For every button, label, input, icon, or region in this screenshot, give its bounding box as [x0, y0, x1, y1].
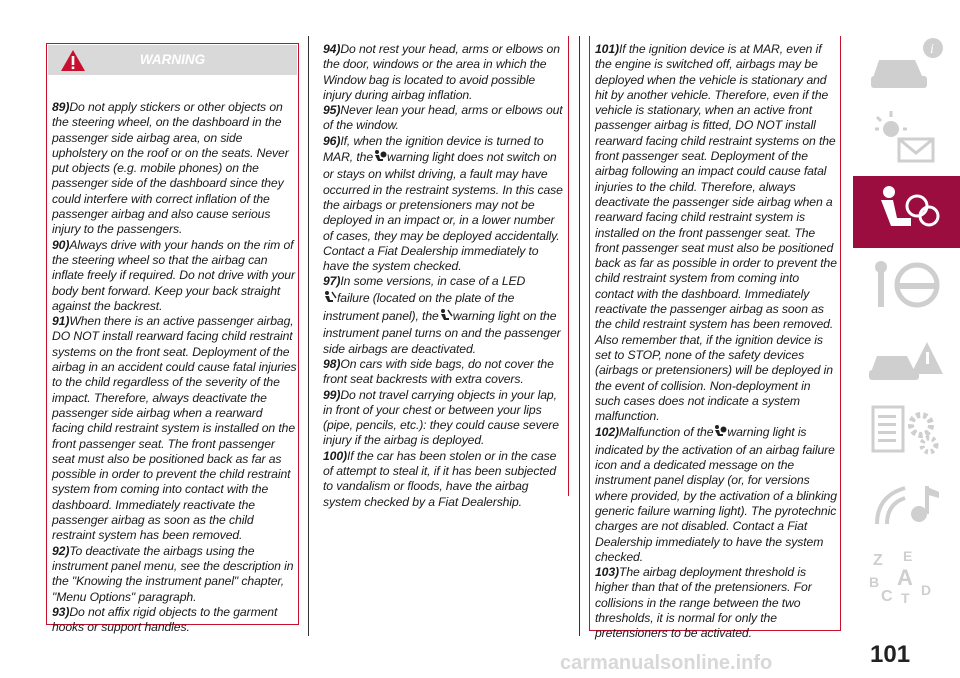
paragraph-96: 96)If, when the ignition device is turned to MAR, the warning light does not switch on or stays on whilst driving, a fault may have occurred in the restraint systems. In this case the airbags or pretensioners may not be deployed in an impact or, in a lower number of cases, they may be deployed accidentally. Contact a Fiat Dealership immediately to have the system checked. [323, 133, 563, 274]
tab-starting-driving[interactable] [853, 249, 960, 321]
multimedia-icon [867, 474, 947, 534]
page-number: 101 [870, 641, 911, 668]
warning-box [46, 43, 299, 635]
seat-airbag-icon [867, 182, 947, 242]
car-breakdown-icon [867, 328, 947, 388]
column-divider-1 [308, 36, 309, 636]
paragraph-103: 103)The airbag deployment threshold is higher than that of the pretensioners. For collisions in the range between the two thresholds, it is normal for only the pretensioners to be activated. [595, 565, 812, 641]
paragraph-89: 89)Do not apply stickers or other objects on the steering wheel, on the dashboard in the passenger side airbag area, on side upholstery on the roof or on the seats. Never put objects (e.g. mobile phones) on the passenger side of the dashboard since they could interfere with correct inflation of the passenger airbag and also cause serious injury to the passengers. [52, 100, 289, 237]
svg-text:i: i [930, 42, 934, 57]
warning-text-middle [323, 42, 565, 510]
passenger-airbag-off-icon-2 [439, 308, 453, 326]
paragraph-99: 99)Do not travel carrying objects in your lap, in front of your chest or between your lips (pipe, pencils, etc.): they could cause severe injury if the airbag is deployed. [323, 387, 559, 448]
airbag-warning-light-icon [373, 149, 387, 167]
svg-text:B: B [869, 574, 880, 590]
svg-text:E: E [903, 548, 913, 564]
paragraph-90: 90)Always drive with your hands on the rim of the steering wheel so that the airbag can inflate freely if required. Do not drive with your body bent forward. Keep your back straight against the backrest. [52, 237, 295, 313]
tab-multimedia[interactable] [853, 468, 960, 540]
paragraph-91: 91)When there is an active passenger airbag, DO NOT install rearward facing child restraint systems on the front seat. Deployment of the airbag in an accident could cause fatal injuries to the child regardless of the severity of the impact. Therefore, always deactivate the passenger side airbag when a rearward facing child restraint system is installed on the front passenger seat. The front passenger seat must also be positioned back as far as possible in order to prevent the child restraint system from coming into contact with the dashboard. Immediately reactivate the passenger airbag as soon as the child restraint system has been removed. [52, 314, 297, 543]
watermark: carmanualsonline.info [560, 652, 773, 674]
paragraph-95: 95)Never lean your head, arms or elbows out of the window. [323, 103, 563, 133]
paragraph-93: 93)Do not affix rigid objects to the garment hooks or support handles. [52, 604, 278, 635]
tab-index[interactable] [853, 541, 960, 613]
key-steering-wheel-icon [867, 255, 947, 315]
tab-knowing-instrument-panel[interactable] [853, 103, 960, 175]
paragraph-94: 94)Do not rest your head, arms or elbows on the door, windows or the area in which the Window bag is located to avoid possible injury during airbag inflation. [323, 42, 560, 102]
tab-knowing-your-car[interactable] [853, 30, 960, 102]
svg-text:C: C [881, 588, 893, 605]
paragraph-100: 100)If the car has been stolen or in the case of attempt to steal it, if it has been subjected to vandalism or floods, have the airbag system checked by a Fiat Dealership. [323, 448, 557, 509]
paragraph-92: 92)To deactivate the airbags using the instrument panel menu, see the description in the "Knowing the instrument panel" chapter, "Menu Options" paragraph. [52, 543, 294, 604]
airbag-warning-light-icon-2 [713, 424, 727, 442]
paragraph-102: 102)Malfunction of the warning light is indicated by the activation of an airbag failure icon and a dedicated message on the instrument panel display (or, for versions where provided, by the activation of a blinking generic failure warning light). The pyrotechnic charges are not disabled. Contact a Fiat Dealership immediately to have the system checked. [595, 425, 837, 564]
car-info-icon [867, 36, 947, 96]
passenger-airbag-off-icon [323, 290, 337, 308]
paragraph-98: 98)On cars with side bags, do not cover the front seat backrests with extra covers. [323, 356, 554, 387]
paragraph-97: 97)In some versions, in case of a LED failure (located on the plate of the instrument panel), the warning light on the instrument panel turns on and the passenger side airbags are deactivated. [323, 274, 561, 356]
column-divider-2 [579, 36, 580, 636]
maintenance-gear-icon [867, 401, 947, 461]
warning-text-right [595, 42, 838, 642]
svg-text:T: T [901, 590, 910, 606]
svg-text:Z: Z [873, 552, 883, 569]
warning-box-right [589, 36, 841, 641]
tab-in-an-emergency[interactable] [853, 322, 960, 394]
warning-text [52, 100, 297, 635]
svg-text:A: A [897, 565, 913, 590]
svg-text:D: D [921, 582, 932, 598]
warning-lights-icon [867, 109, 947, 169]
alphabetical-index-icon [867, 547, 947, 607]
paragraph-101: 101)If the ignition device is at MAR, even if the engine is switched off, airbags may be deployed when the vehicle is stationary and hit by another vehicle. Therefore, even if the vehicle is stationary, when an active front passenger airbag is fitted, DO NOT install rearward facing child restraint systems on the front passenger seat. Deployment of the airbag following an impact could cause fatal injuries to the child. Therefore, always deactivate the passenger side airbag when a rearward facing child restraint system is installed on the front passenger seat. The front passenger seat must also be positioned back as far as possible in order to prevent the child restraint system from coming into contact with the dashboard. Immediately reactivate the passenger airbag as soon as the child restraint system has been removed. Also remember that, if the ignition device is set to STOP, none of the safety devices (airbags or pretensioners) will be deployed in the event of collision. Non-deployment in such cases does not indicate a system malfunction. [595, 42, 837, 424]
tab-safety[interactable] [853, 176, 960, 248]
warning-title: WARNING [139, 52, 206, 67]
warning-box-middle [318, 36, 569, 509]
tab-servicing-care[interactable] [853, 395, 960, 467]
warning-header [48, 45, 297, 75]
